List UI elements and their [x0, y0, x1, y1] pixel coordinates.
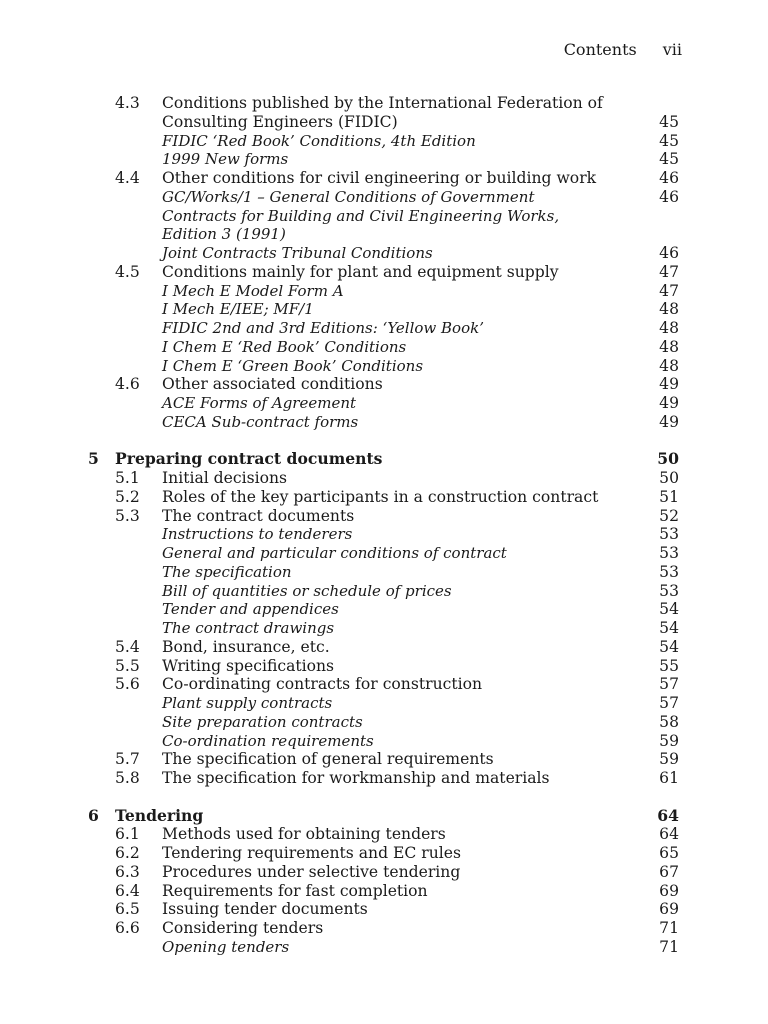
- section-number: 5.5: [115, 656, 140, 675]
- toc-entry-sub: [0, 394, 768, 413]
- subsection-title: GC/Works/1 – General Conditions of Government: [162, 187, 535, 206]
- toc-entry-cont: [0, 113, 768, 132]
- subsection-title: CECA Sub-contract forms: [162, 412, 359, 431]
- table-of-contents: [0, 94, 768, 957]
- page-number: 57: [659, 675, 679, 694]
- page-number: 58: [659, 712, 679, 731]
- subsection-title: The specification: [162, 562, 292, 581]
- page-number: 45: [659, 112, 679, 131]
- toc-entry-section: [0, 375, 768, 394]
- section-gap: [0, 788, 768, 807]
- section-number: 6.4: [115, 881, 140, 900]
- toc-entry-sub: [0, 357, 768, 376]
- toc-entry-sub: [0, 713, 768, 732]
- page-number: 59: [659, 731, 679, 750]
- page-number: 52: [659, 506, 679, 525]
- page-number: 53: [659, 544, 679, 562]
- page-number: 51: [659, 487, 679, 506]
- toc-entry-sub: [0, 582, 768, 601]
- section-number: 6.2: [115, 844, 140, 862]
- running-head: [564, 40, 682, 60]
- toc-entry-sub: [0, 319, 768, 338]
- toc-entry-sub: [0, 150, 768, 169]
- section-number: 5.6: [115, 675, 140, 694]
- toc-entry-sub: [0, 525, 768, 544]
- toc-entry-sub: [0, 244, 768, 263]
- subsection-title: I Chem E ‘Red Book’ Conditions: [162, 337, 407, 356]
- subsection-title: FIDIC 2nd and 3rd Editions: ‘Yellow Book’: [162, 319, 484, 337]
- section-number: 6.3: [115, 862, 140, 881]
- toc-entry-chapter: [0, 807, 768, 826]
- section-number: 5.8: [115, 769, 140, 787]
- page-number: 45: [659, 131, 679, 150]
- subsection-title: Bill of quantities or schedule of prices: [162, 581, 452, 600]
- toc-entry-sub: [0, 544, 768, 563]
- section-title: Other associated conditions: [162, 375, 383, 394]
- page-number: 55: [659, 656, 679, 675]
- section-title: Methods used for obtaining tenders: [162, 825, 446, 844]
- section-number: 4.4: [115, 169, 140, 187]
- section-title: Conditions mainly for plant and equipment supply: [162, 262, 559, 281]
- toc-entry-section: [0, 488, 768, 507]
- subsection-title: General and particular conditions of contract: [162, 544, 507, 562]
- page-number: 69: [659, 900, 679, 919]
- running-head-label: Contents: [563, 40, 637, 59]
- subsection-title: 1999 New forms: [162, 150, 289, 169]
- page-number: 54: [659, 600, 679, 619]
- page-number: 46: [659, 169, 679, 187]
- section-title: Considering tenders: [162, 919, 324, 937]
- toc-entry-section: [0, 882, 768, 901]
- section-number: 5.1: [115, 469, 140, 487]
- subsection-title: FIDIC ‘Red Book’ Conditions, 4th Edition: [162, 131, 476, 150]
- section-gap: [0, 432, 768, 451]
- subsection-title: Instructions to tenderers: [162, 525, 353, 544]
- section-title: Issuing tender documents: [162, 900, 368, 919]
- toc-entry-section: [0, 675, 768, 694]
- page-number: 64: [657, 805, 679, 825]
- subsection-title: Opening tenders: [162, 937, 290, 956]
- section-number: 5.7: [115, 750, 140, 769]
- page-number: 54: [659, 619, 679, 637]
- section-title: Requirements for fast completion: [162, 881, 428, 900]
- running-head-page-number: vii: [662, 40, 682, 59]
- section-title: Writing specifications: [162, 656, 335, 675]
- page-number: 71: [659, 919, 679, 937]
- toc-entry-section: [0, 657, 768, 676]
- page-number: 53: [659, 525, 679, 544]
- toc-entry-sub: [0, 938, 768, 957]
- page-number: 47: [659, 262, 679, 281]
- page-number: 64: [659, 825, 679, 844]
- page-number: 50: [659, 469, 679, 487]
- page-number: 46: [659, 187, 679, 206]
- page-number: 53: [659, 562, 679, 581]
- subsection-title: I Mech E/IEE; MF/1: [162, 300, 314, 319]
- page-number: 50: [657, 449, 679, 469]
- page-number: 48: [659, 337, 679, 356]
- section-title: The specification of general requirements: [162, 750, 494, 769]
- page-number: 67: [659, 862, 679, 881]
- page-number: 48: [659, 356, 679, 375]
- toc-entry-section: [0, 169, 768, 188]
- section-title: Tendering requirements and EC rules: [162, 844, 462, 862]
- page-number: 49: [659, 394, 679, 412]
- page-number: 53: [659, 581, 679, 600]
- toc-entry-sub: [0, 225, 768, 244]
- page-number: 59: [659, 750, 679, 769]
- page-number: 47: [659, 281, 679, 300]
- toc-entry-section: [0, 469, 768, 488]
- toc-entry-sub: [0, 732, 768, 751]
- toc-entry-chapter: [0, 450, 768, 469]
- section-number: 6.1: [115, 825, 140, 844]
- subsection-title: Plant supply contracts: [162, 694, 333, 712]
- section-number: 4.5: [115, 262, 140, 281]
- page-number: 71: [659, 937, 679, 956]
- chapter-title: Tendering: [115, 805, 204, 825]
- toc-entry-section: [0, 94, 768, 113]
- toc-entry-sub: [0, 188, 768, 207]
- subsection-title: I Chem E ‘Green Book’ Conditions: [162, 356, 424, 375]
- subsection-title: Tender and appendices: [162, 600, 339, 619]
- toc-entry-sub: [0, 282, 768, 301]
- page-number: 54: [659, 637, 679, 656]
- section-title: Procedures under selective tendering: [162, 862, 461, 881]
- toc-entry-section: [0, 507, 768, 526]
- section-number: 4.3: [115, 94, 140, 112]
- page-number: 48: [659, 300, 679, 319]
- toc-entry-sub: [0, 694, 768, 713]
- section-number: 4.6: [115, 375, 140, 394]
- toc-entry-sub: [0, 338, 768, 357]
- toc-entry-section: [0, 900, 768, 919]
- subsection-title: I Mech E Model Form A: [162, 281, 344, 300]
- section-title: Consulting Engineers (FIDIC): [162, 112, 398, 131]
- toc-entry-section: [0, 263, 768, 282]
- page-number: 49: [659, 375, 679, 394]
- toc-entry-sub: [0, 207, 768, 226]
- section-title: The contract documents: [162, 506, 355, 525]
- page-number: 69: [659, 881, 679, 900]
- toc-entry-section: [0, 863, 768, 882]
- section-title: Initial decisions: [162, 469, 288, 487]
- page-number: 57: [659, 694, 679, 712]
- toc-entry-section: [0, 825, 768, 844]
- section-title: Bond, insurance, etc.: [162, 637, 330, 656]
- chapter-number: 6: [88, 805, 99, 825]
- page-number: 49: [659, 412, 679, 431]
- subsection-title: Co-ordination requirements: [162, 731, 374, 750]
- page-number: 65: [659, 844, 679, 862]
- page-number: 46: [659, 244, 679, 262]
- section-title: The specification for workmanship and materials: [162, 769, 550, 787]
- section-number: 5.4: [115, 637, 140, 656]
- toc-entry-section: [0, 750, 768, 769]
- section-number: 5.3: [115, 506, 140, 525]
- toc-entry-sub: [0, 600, 768, 619]
- toc-entry-section: [0, 769, 768, 788]
- toc-entry-section: [0, 919, 768, 938]
- subsection-title: Edition 3 (1991): [162, 225, 286, 244]
- toc-entry-sub: [0, 132, 768, 151]
- section-title: Conditions published by the International Federation of: [162, 94, 603, 112]
- subsection-title: Contracts for Building and Civil Engineering Works,: [162, 206, 560, 225]
- section-number: 6.5: [115, 900, 140, 919]
- toc-entry-sub: [0, 563, 768, 582]
- section-number: 6.6: [115, 919, 140, 937]
- toc-entry-sub: [0, 300, 768, 319]
- toc-entry-section: [0, 844, 768, 863]
- toc-entry-section: [0, 638, 768, 657]
- section-title: Roles of the key participants in a construction contract: [162, 487, 599, 506]
- toc-entry-sub: [0, 619, 768, 638]
- subsection-title: Joint Contracts Tribunal Conditions: [162, 244, 433, 262]
- section-number: 5.2: [115, 487, 140, 506]
- page-number: 48: [659, 319, 679, 337]
- page-number: 45: [659, 150, 679, 169]
- toc-entry-sub: [0, 413, 768, 432]
- page-number: 61: [659, 769, 679, 787]
- section-title: Co-ordinating contracts for construction: [162, 675, 483, 694]
- section-title: Other conditions for civil engineering or building work: [162, 169, 597, 187]
- chapter-number: 5: [88, 449, 99, 469]
- chapter-title: Preparing contract documents: [115, 449, 383, 469]
- subsection-title: The contract drawings: [162, 619, 335, 637]
- subsection-title: ACE Forms of Agreement: [162, 394, 357, 412]
- subsection-title: Site preparation contracts: [162, 712, 363, 731]
